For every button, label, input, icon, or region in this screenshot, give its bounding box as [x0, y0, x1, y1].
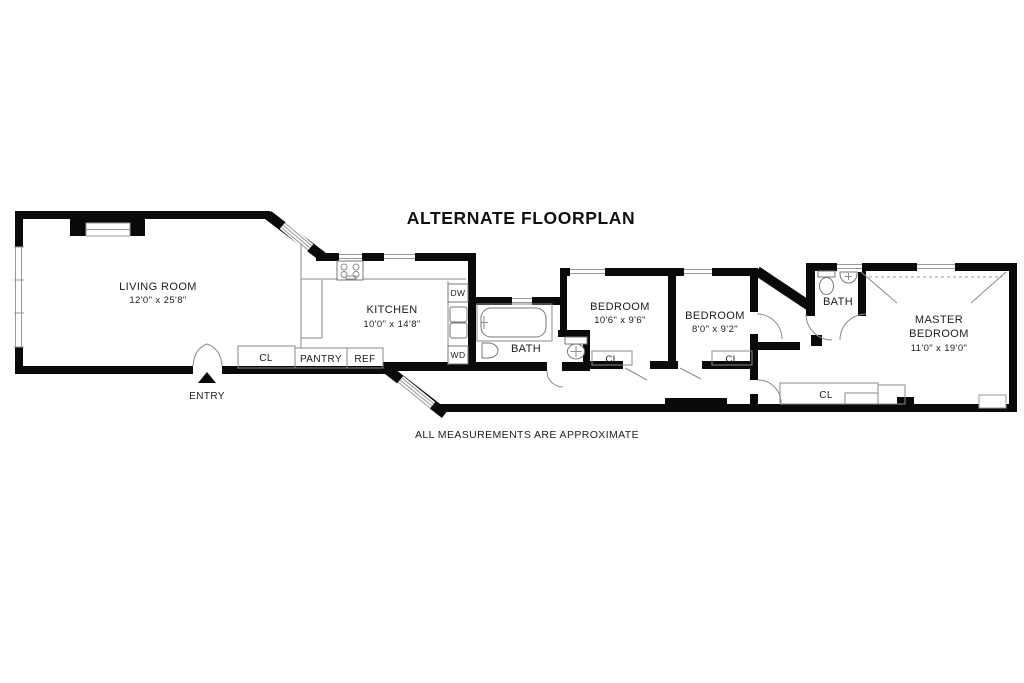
entry-label: ENTRY — [189, 391, 225, 402]
living-room-closet-label: CL — [259, 353, 273, 364]
bedroom2-door — [680, 368, 701, 379]
bathtub — [481, 308, 546, 337]
master-closet-label: CL — [819, 390, 833, 401]
hall-door-arc — [806, 314, 832, 340]
entry-arrow-icon — [198, 372, 216, 383]
kitchen-sink — [450, 307, 467, 338]
bedroom2-label: BEDROOM — [685, 310, 745, 322]
bath2-toilet — [818, 271, 835, 295]
bedroom2-closet-label: CL — [725, 354, 739, 365]
bedroom1-closet-label: CL — [605, 354, 619, 365]
refrigerator-label: REF — [354, 354, 376, 365]
bath2-door-arc — [840, 314, 866, 340]
master-ceiling-lines — [861, 272, 1006, 303]
bath1-sink — [482, 343, 498, 358]
master-bedroom-label-line2: BEDROOM — [909, 328, 969, 340]
measurements-note: ALL MEASUREMENTS ARE APPROXIMATE — [414, 429, 640, 441]
kitchen-dims: 10'0" x 14'8" — [363, 319, 421, 330]
bath1-door-arc — [547, 371, 563, 387]
window — [837, 262, 862, 272]
bath2-label: BATH — [822, 296, 854, 308]
master-door-arc — [758, 380, 781, 403]
dishwasher-label: DW — [450, 288, 466, 298]
living-room-dims: 12'0" x 25'8" — [129, 295, 187, 306]
master-closet-step — [845, 393, 878, 404]
washer-dryer-label: WD — [450, 350, 466, 360]
hall-door-arc — [757, 314, 782, 339]
entry-door-swing — [193, 344, 222, 366]
window — [979, 395, 1006, 408]
bath1-label: BATH — [510, 343, 542, 355]
bath2-fixtures — [818, 271, 857, 295]
living-room-label: LIVING ROOM — [119, 281, 197, 293]
bedroom1-dims: 10'6" x 9'6" — [594, 315, 646, 326]
window — [917, 262, 955, 272]
stove — [337, 261, 363, 280]
bedroom1-label: BEDROOM — [590, 301, 650, 313]
pantry-label: PANTRY — [299, 354, 343, 365]
page-title: ALTERNATE FLOORPLAN — [406, 208, 636, 228]
master-bedroom-dims: 11'0" x 19'0" — [910, 343, 968, 354]
window — [684, 267, 712, 277]
window — [570, 267, 605, 277]
bath2-sink — [840, 272, 857, 283]
bedroom2-dims: 8'0" x 9'2" — [692, 324, 738, 335]
master-bedroom-label-line1: MASTER — [914, 314, 964, 326]
window — [384, 252, 415, 262]
kitchen-label: KITCHEN — [366, 304, 418, 316]
bedroom1-door — [625, 368, 647, 380]
